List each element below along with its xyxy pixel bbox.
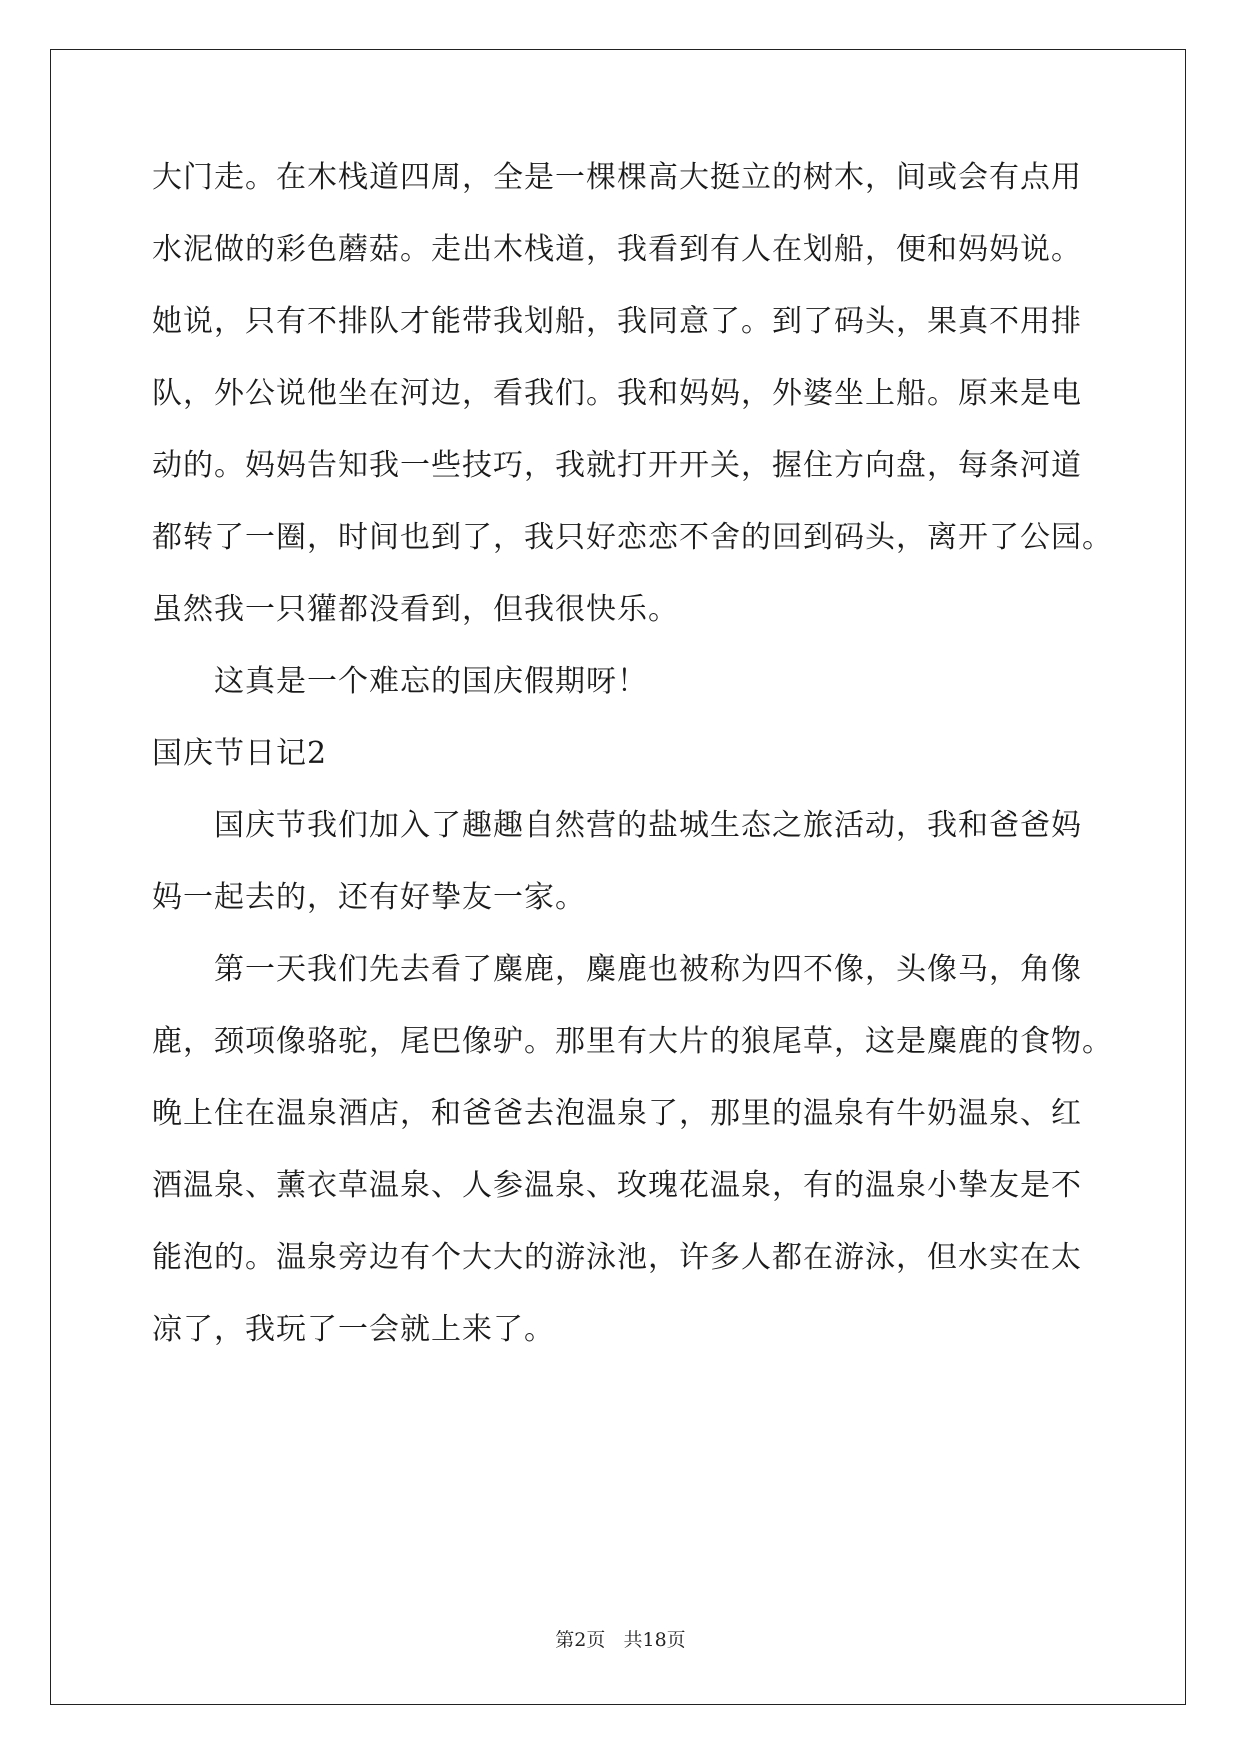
paragraph-line: 鹿，颈项像骆驼，尾巴像驴。那里有大片的狼尾草，这是麋鹿的食物。 [152,1024,1113,1059]
paragraph-line: 国庆节我们加入了趣趣自然营的盐城生态之旅活动，我和爸爸妈 [214,808,1082,843]
paragraph-line: 这真是一个难忘的国庆假期呀！ [214,664,648,699]
paragraph-line: 虽然我一只獾都没看到，但我很快乐。 [152,592,679,627]
paragraph-line: 大门走。在木栈道四周，全是一棵棵高大挺立的树木，间或会有点用 [152,160,1082,195]
section-heading: 国庆节日记2 [152,736,328,771]
paragraph-line: 她说，只有不排队才能带我划船，我同意了。到了码头，果真不用排 [152,304,1082,339]
paragraph-line: 晚上住在温泉酒店，和爸爸去泡温泉了，那里的温泉有牛奶温泉、红 [152,1096,1082,1131]
paragraph-line: 都转了一圈，时间也到了，我只好恋恋不舍的回到码头，离开了公园。 [152,520,1113,555]
paragraph-line: 队，外公说他坐在河边，看我们。我和妈妈，外婆坐上船。原来是电 [152,376,1082,411]
page-number: 第2页 共18页 [555,1629,686,1651]
paragraph-line: 能泡的。温泉旁边有个大大的游泳池，许多人都在游泳，但水实在太 [152,1240,1082,1275]
paragraph-line: 妈一起去的，还有好挚友一家。 [152,880,586,915]
paragraph-line: 动的。妈妈告知我一些技巧，我就打开开关，握住方向盘，每条河道 [152,448,1082,483]
paragraph-line: 第一天我们先去看了麋鹿，麋鹿也被称为四不像，头像马，角像 [214,952,1082,987]
paragraph-line: 酒温泉、薰衣草温泉、人参温泉、玫瑰花温泉，有的温泉小挚友是不 [152,1168,1082,1203]
paragraph-line: 水泥做的彩色蘑菇。走出木栈道，我看到有人在划船，便和妈妈说。 [152,232,1082,267]
page-border [50,49,1186,1705]
paragraph-line: 凉了，我玩了一会就上来了。 [152,1312,555,1347]
